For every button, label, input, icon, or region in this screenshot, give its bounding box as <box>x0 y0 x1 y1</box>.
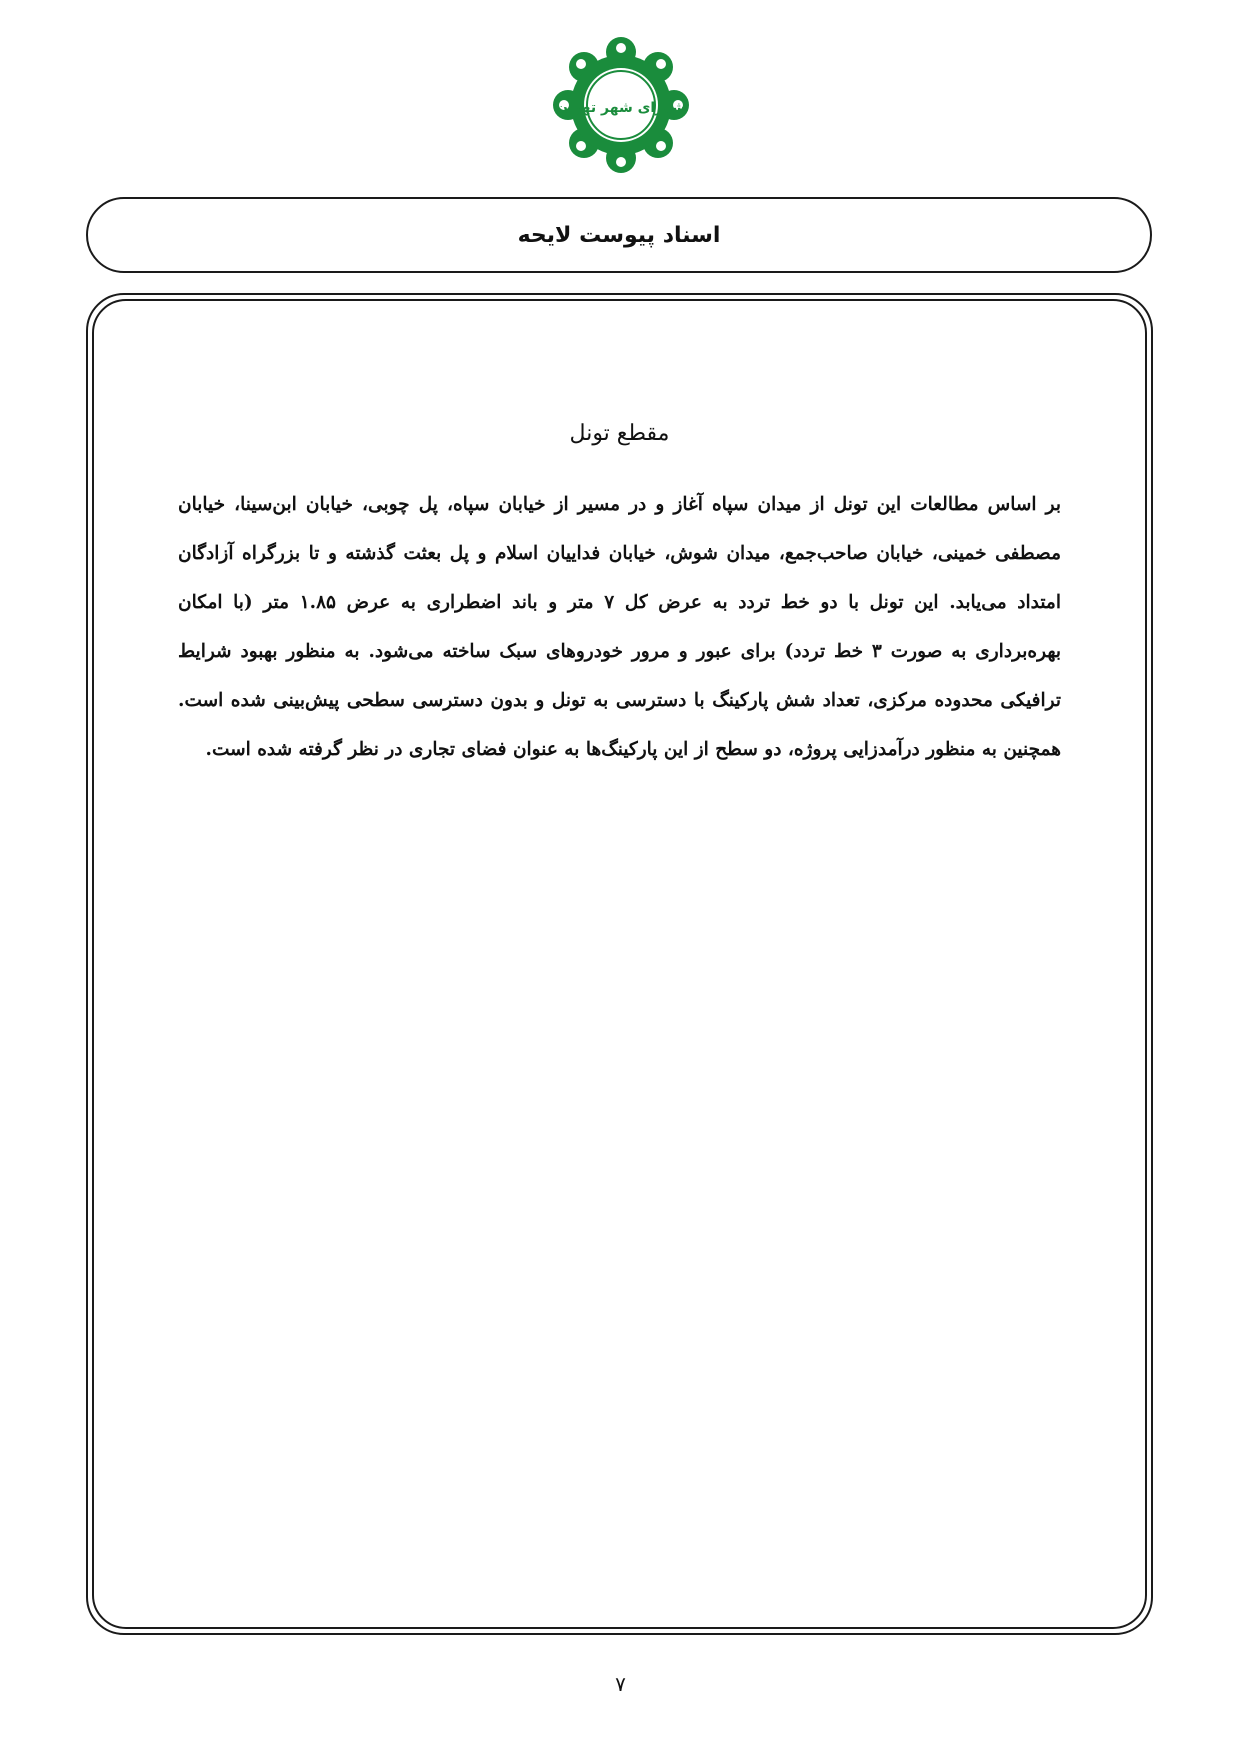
header-banner <box>86 197 1152 273</box>
logo-text: شورای شهر تهران <box>556 100 686 116</box>
tehran-council-logo <box>548 30 694 180</box>
tehran-city-council-emblem-icon <box>548 30 694 180</box>
body-paragraph: بر اساس مطالعات این تونل از میدان سپاه آغاز و در مسیر از خیابان سپاه، پل چوبی، خیابان ابن‌سینا، خیابان مصطفی خمینی، خیابان صاحب‌جمع، میدان شوش، خیابان فداییان اسلام و پل بعثت گذشته و تا بزرگراه آزادگان امتداد می‌یابد. این تونل با دو خط تردد به عرض کل ۷ متر و باند اضطراری به عرض ۱.۸۵ متر (با امکان بهره‌برداری به صورت ۳ خط تردد) برای عبور و مرور خودروهای سبک ساخته می‌شود. به منظور بهبود شرایط ترافیکی محدوده مرکزی، تعداد شش پارکینگ با دسترسی به تونل و بدون دسترسی سطحی پیش‌بینی شده است. همچنین به منظور درآمدزایی پروژه، دو سطح از این پارکینگ‌ها به عنوان فضای تجاری در نظر گرفته شده است. <box>178 494 1061 760</box>
page-number: ۷ <box>615 1672 626 1696</box>
section-title: مقطع تونل <box>569 421 670 446</box>
page-title: اسناد پیوست لایحه <box>517 222 721 248</box>
content-frame <box>86 293 1153 1635</box>
